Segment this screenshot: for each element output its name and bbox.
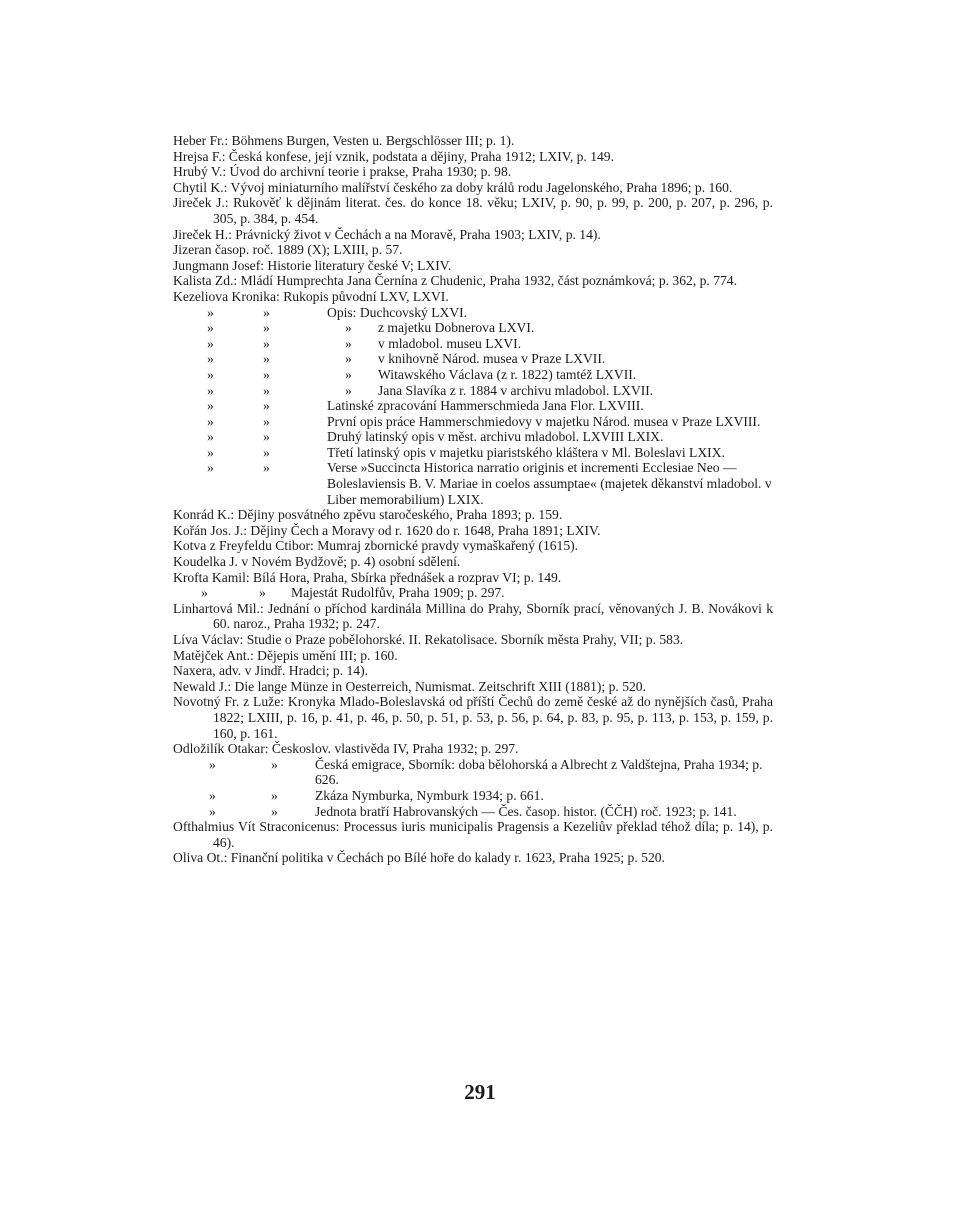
kezelius-subentry (173, 351, 773, 367)
bib-entry-ofthalmius: Ofthalmius Vít Straconicenus: Processus iuris municipalis Pragensis a Kezeliův překlad téhož díla; p. 14), p. 46). (173, 819, 773, 850)
kezelius-subentry (173, 429, 773, 445)
subentry-text: v mladobol. museu LXVI. (378, 335, 522, 351)
ditto-mark: » (345, 335, 352, 351)
subentry-text: Verse »Succincta Historica narratio originis et incrementi Ecclesiae Neo — Boleslaviensis B. V. Mariae in coelos assumptae« (majetek děkanství mladobol. v Liber memorabilium) LXIX. (327, 460, 772, 507)
subentry-text: Latinské zpracování Hammerschmieda Jana Flor. LXVIII. (327, 398, 644, 414)
kezelius-subentry (173, 383, 773, 399)
bib-entry-jirecek-h: Jireček H.: Právnický život v Čechách a na Moravě, Praha 1903; LXIV, p. 14). (173, 226, 601, 242)
ditto-mark: » (207, 304, 214, 320)
ditto-mark: » (263, 366, 270, 382)
kezelius-sublist (173, 305, 773, 508)
ditto-mark: » (207, 413, 214, 429)
ditto-mark: » (209, 787, 216, 803)
kezelius-subentry (173, 336, 773, 352)
subentry-text: Druhý latinský opis v měst. archivu mladobol. LXVIII LXIX. (327, 429, 664, 445)
subentry-text: Opis: Duchcovský LXVI. (327, 304, 468, 320)
bib-entry-liva: Líva Václav: Studie o Praze pobělohorské. II. Rekatolisace. Sborník města Prahy, VII; p. 583. (173, 632, 684, 647)
ditto-mark: » (345, 366, 352, 382)
bib-subentry-krofta (173, 585, 773, 601)
ditto-mark: » (259, 585, 266, 601)
ditto-mark: » (263, 413, 270, 429)
kezelius-subentry (173, 320, 773, 336)
ditto-mark: » (271, 803, 278, 819)
bib-entry-naxera: Naxera, adv. v Jindř. Hradci; p. 14). (173, 663, 369, 679)
bib-entry-jungmann: Jungmann Josef: Historie literatury české V; LXIV. (173, 257, 452, 273)
subentry-text: v knihovně Národ. musea v Praze LXVII. (378, 351, 606, 367)
subentry-text: Majestát Rudolfův, Praha 1909; p. 297. (291, 585, 505, 601)
bib-entry-oliva: Oliva Ot.: Finanční politika v Čechách po Bílé hoře do kalady r. 1623, Praha 1925; p. 520. (173, 850, 665, 866)
bib-subentry-odlozilik (173, 804, 773, 820)
ditto-mark: » (263, 398, 270, 414)
kezelius-subentry (173, 460, 773, 507)
ditto-mark: » (207, 320, 214, 336)
bib-entry-matejcek: Matějček Ant.: Dějepis umění III; p. 160. (173, 647, 398, 663)
subentry-text: z majetku Dobnerova LXVI. (378, 320, 535, 336)
kezelius-subentry (173, 414, 773, 430)
ditto-mark: » (263, 320, 270, 336)
ditto-mark: » (345, 351, 352, 367)
bib-entry-konrad: Konrád K.: Dějiny posvátného zpěvu staročeského, Praha 1893; p. 159. (173, 507, 563, 523)
bib-entry-kotva: Kotva z Freyfeldu Ctibor: Mumraj zbornické pravdy vymaškařený (1615). (173, 538, 579, 554)
ditto-mark: » (263, 335, 270, 351)
ditto-mark: » (345, 320, 352, 336)
ditto-mark: » (207, 382, 214, 398)
bib-entry-jirecek-j: Jireček J.: Rukověť k dějinám literat. čes. do konce 18. věku; LXIV, p. 90, p. 99, p. 200, p. 207, p. 296, p. 305, p. 384, p. 454. (173, 195, 773, 226)
bib-entry-odlozilik: Odložilík Otakar: Českoslov. vlastivěda IV, Praha 1932; p. 297. (173, 741, 519, 757)
ditto-mark: » (263, 460, 270, 476)
kezelius-subentry (173, 445, 773, 461)
ditto-mark: » (207, 460, 214, 476)
bib-entry-kalista: Kalista Zd.: Mládí Humprechta Jana Černína z Chudenic, Praha 1932, část poznámková; p. 362, p. 774. (173, 273, 738, 289)
bib-entry-newald: Newald J.: Die lange Münze in Oesterreich, Numismat. Zeitschrift XIII (1881); p. 520. (173, 678, 647, 694)
ditto-mark: » (263, 429, 270, 445)
ditto-mark: » (201, 585, 208, 601)
ditto-mark: » (209, 803, 216, 819)
ditto-mark: » (207, 429, 214, 445)
subentry-text: Zkáza Nymburka, Nymburk 1934; p. 661. (315, 787, 544, 803)
bib-entry-hruby: Hrubý V.: Úvod do archivní teorie i prakse, Praha 1930; p. 98. (173, 164, 512, 180)
subentry-text: Witawského Václava (z r. 1822) tamtéž LXVII. (378, 366, 637, 382)
subentry-text: Třetí latinský opis v majetku piaristského kláštera v Ml. Boleslavi LXIX. (327, 444, 725, 460)
ditto-mark: » (271, 787, 278, 803)
bib-entry-linhartova: Linhartová Mil.: Jednání o příchod kardinála Millina do Prahy, Sborník prací, věnovaných J. B. Novákovi k 60. naroz., Praha 1932; p. 247. (173, 600, 773, 632)
ditto-mark: » (345, 382, 352, 398)
bib-subentry-odlozilik (173, 788, 773, 804)
bib-entry-krofta: Krofta Kamil: Bílá Hora, Praha, Sbírka přednášek a rozprav VI; p. 149. (173, 569, 562, 585)
ditto-mark: » (271, 756, 278, 772)
ditto-mark: » (263, 444, 270, 460)
ditto-mark: » (263, 382, 270, 398)
bib-entry-koran: Kořán Jos. J.: Dějiny Čech a Moravy od r. 1620 do r. 1648, Praha 1891; LXIV. (173, 522, 601, 538)
bib-entry-heber: Heber Fr.: Böhmens Burgen, Vesten u. Bergschlösser III; p. 1). (173, 133, 515, 148)
bib-entry-jizeran: Jizeran časop. roč. 1889 (X); LXIII, p. 57. (173, 242, 403, 258)
kezelius-subentry (173, 398, 773, 414)
bib-subentry-odlozilik (173, 757, 773, 788)
subentry-text: Česká emigrace, Sborník: doba bělohorská a Albrecht z Valdštejna, Praha 1934; p. 626. (315, 756, 763, 788)
subentry-text: První opis práce Hammerschmiedovy v majetku Národ. musea v Praze LXVIII. (327, 413, 761, 429)
ditto-mark: » (207, 335, 214, 351)
ditto-mark: » (263, 304, 270, 320)
bib-entry-koudelka: Koudelka J. v Novém Bydžově; p. 4) osobní sdělení. (173, 554, 461, 570)
ditto-mark: » (207, 351, 214, 367)
subentry-text: Jana Slavíka z r. 1884 v archivu mladobol. LXVII. (378, 382, 654, 398)
ditto-mark: » (207, 398, 214, 414)
page-number: 291 (464, 1080, 496, 1104)
kezelius-subentry (173, 305, 773, 321)
bib-entry-novotny: Novotný Fr. z Luže: Kronyka Mlado-Boleslavská od příští Čechů do země české až do nynějších časů, Praha 1822; LXIII, p. 16, p. 41, p. 46, p. 50, p. 51, p. 53, p. 56, p. 64, p. 83, p. 95, p. 113, p. 153, p. 159, p. 160, p. 161. (173, 694, 773, 741)
bibliography-list (173, 133, 773, 866)
bib-entry-chytil: Chytil K.: Vývoj miniaturního malířství českého za doby králů rodu Jagelonského, Praha 1896; p. 160. (173, 179, 733, 195)
bib-entry-hrejsa: Hrejsa F.: Česká konfese, její vznik, podstata a dějiny, Praha 1912; LXIV, p. 149. (173, 148, 614, 164)
ditto-mark: » (263, 351, 270, 367)
bib-entry-kezelius: Kezeliova Kronika: Rukopis původní LXV, LXVI. (173, 288, 449, 304)
kezelius-subentry (173, 367, 773, 383)
ditto-mark: » (207, 444, 214, 460)
ditto-mark: » (209, 756, 216, 772)
ditto-mark: » (207, 366, 214, 382)
subentry-text: Jednota bratří Habrovanských — Čes. časop. histor. (ČČH) roč. 1923; p. 141. (315, 803, 737, 819)
